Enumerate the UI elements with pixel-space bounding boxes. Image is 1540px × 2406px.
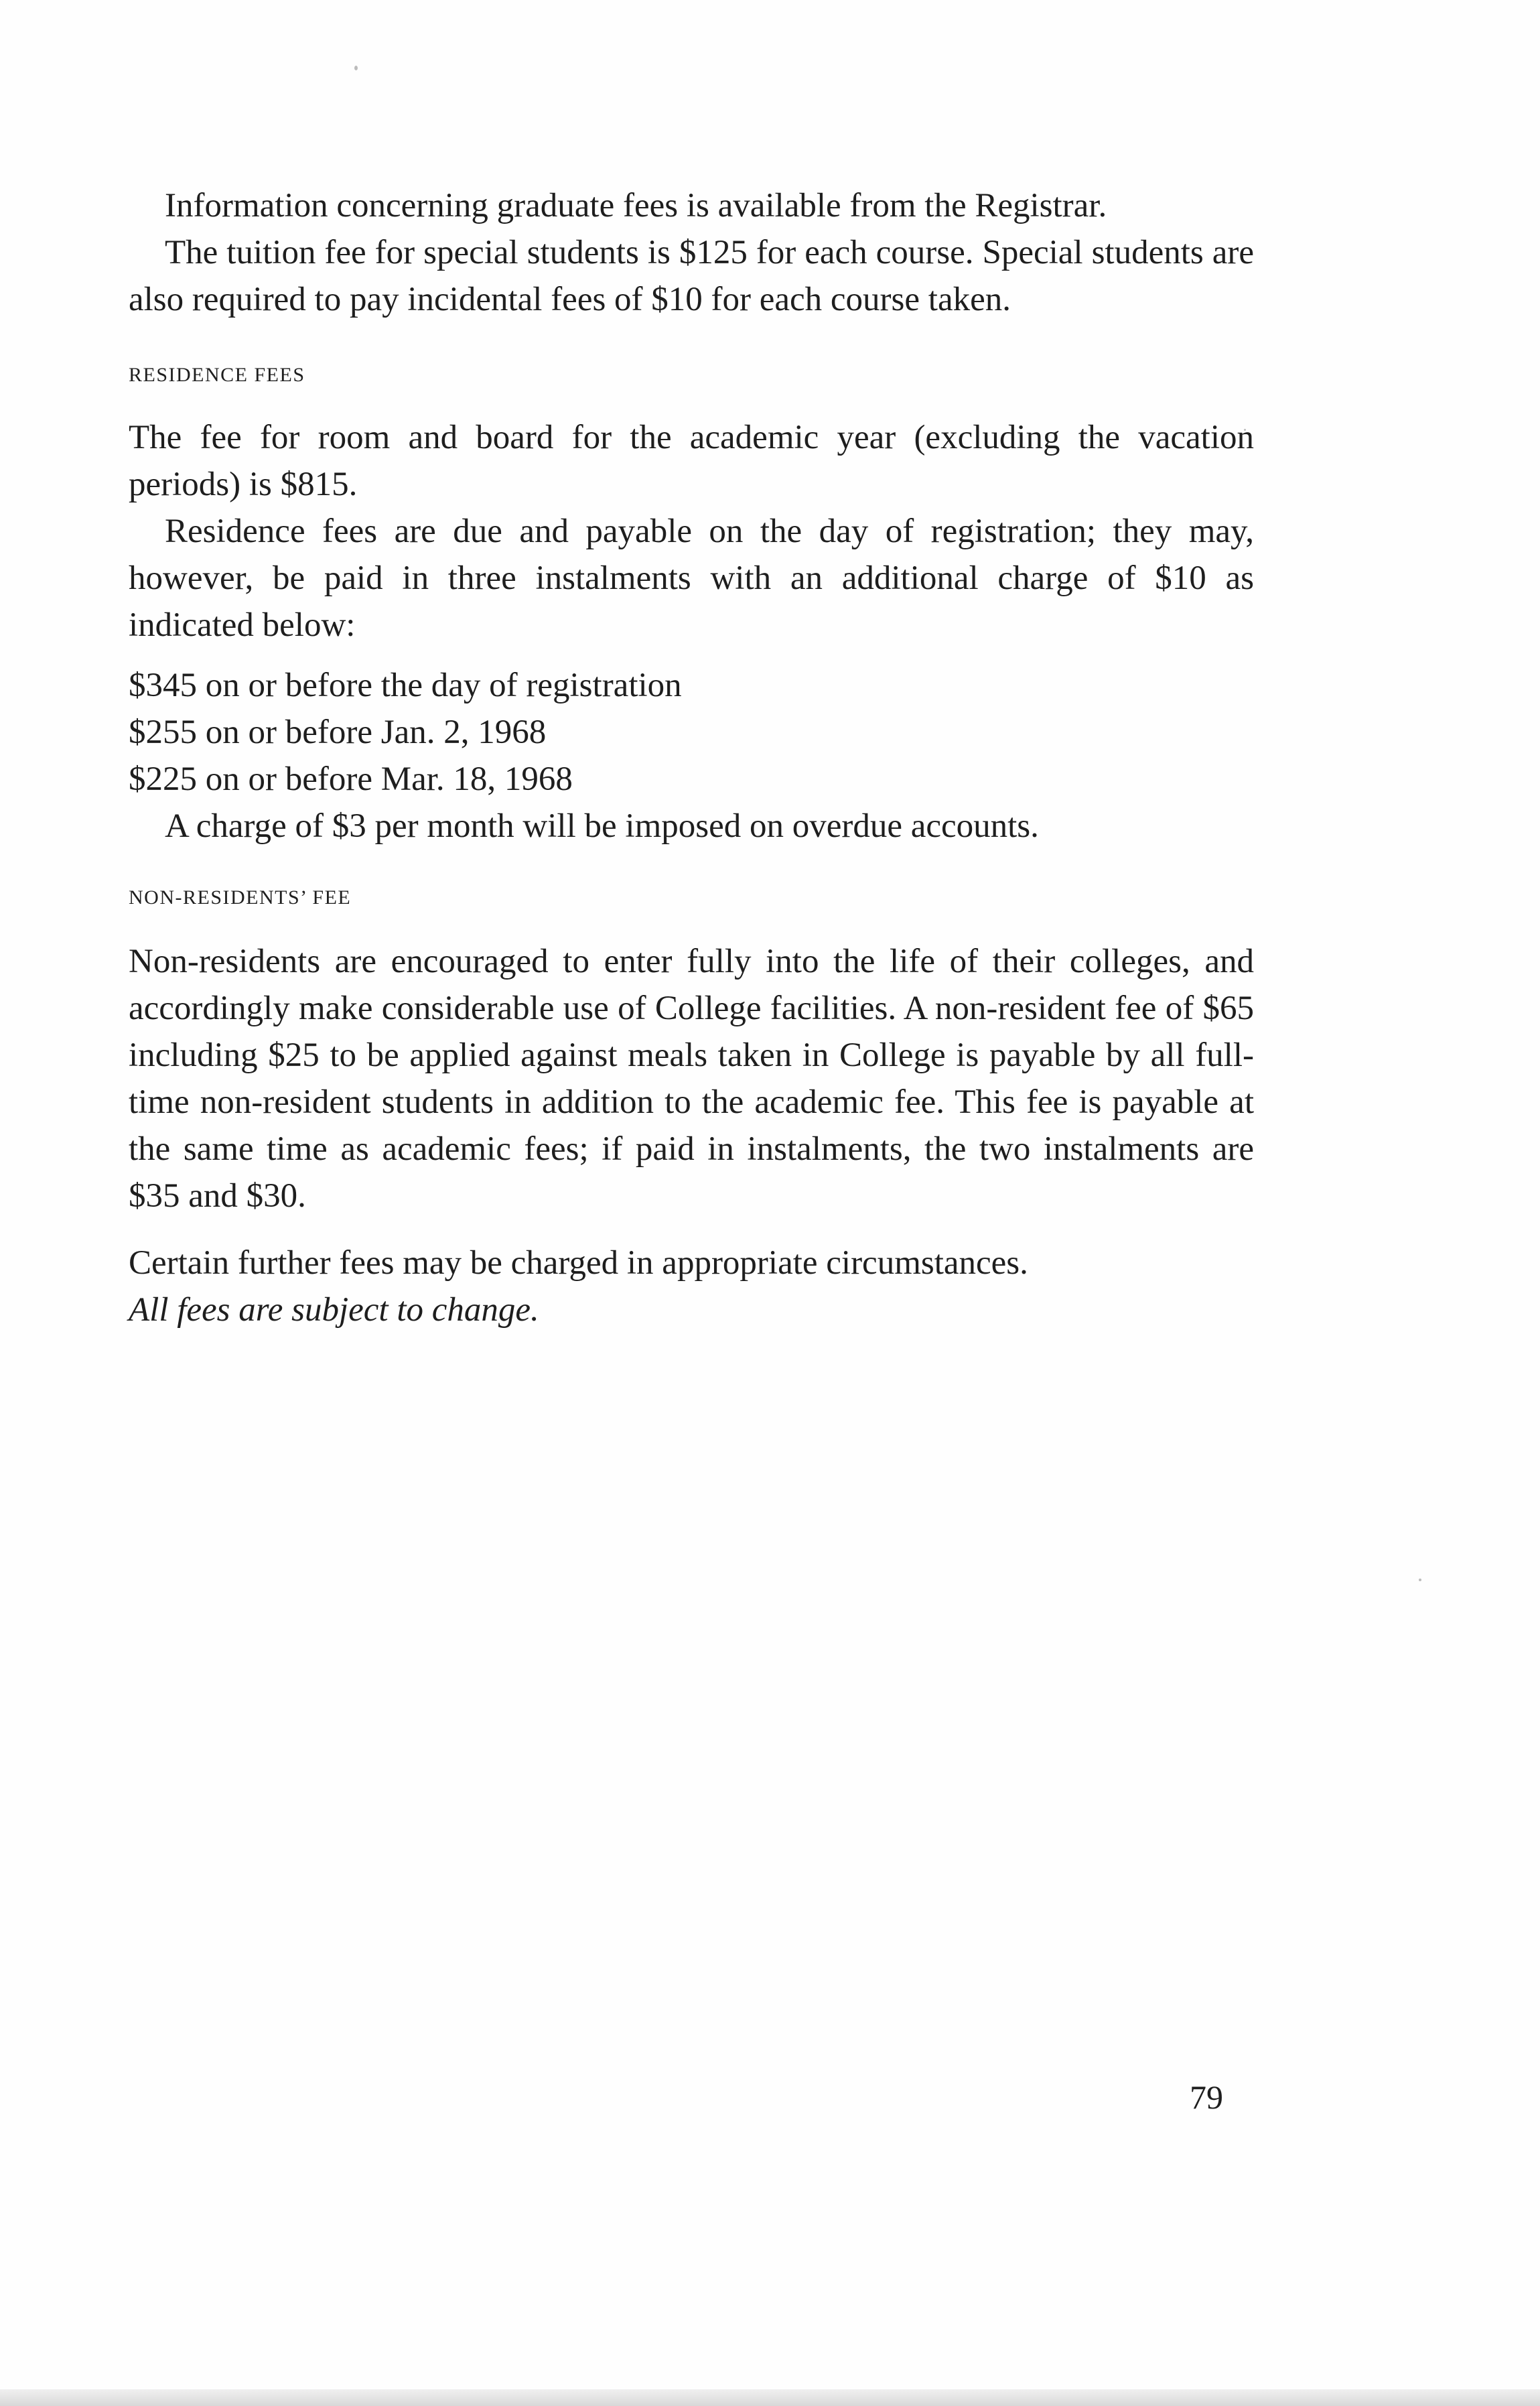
instalment-item: $345 on or before the day of registration: [129, 667, 682, 704]
text-block: [129, 182, 1254, 1333]
scan-bottom-edge: [0, 2389, 1540, 2406]
paper-speck: [354, 66, 358, 70]
non-residents-paragraph: Non-residents are encouraged to enter fully into the life of their colleges, and accordingly make considerable use of College facilities. A non-resident fee of $65 including $25 to be applied against meals taken in College is payable by all full-time non-resident students in addition to the academic fee. This fee is payable at the same time as academic fees; if paid in instalments, the two instalments are $35 and $30.: [129, 943, 1254, 1215]
graduate-fees-paragraph: Information concerning graduate fees is available from the Registrar.: [165, 187, 1107, 224]
paper-speck: [1419, 1579, 1421, 1581]
instalment-item: $255 on or before Jan. 2, 1968: [129, 714, 547, 751]
page-number: 79: [1190, 2078, 1223, 2116]
room-board-paragraph: The fee for room and board for the academic year (excluding the vacation periods) is $815.: [129, 419, 1254, 503]
overdue-note: A charge of $3 per month will be imposed on overdue accounts.: [165, 807, 1039, 845]
non-residents-heading: NON-RESIDENTS’ FEE: [129, 886, 352, 909]
subject-to-change-note: All fees are subject to change.: [129, 1291, 539, 1329]
further-fees-paragraph: Certain further fees may be charged in appropriate circumstances.: [129, 1244, 1028, 1282]
residence-fees-heading: RESIDENCE FEES: [129, 364, 305, 386]
instalment-list: [129, 662, 1254, 803]
residence-due-paragraph: Residence fees are due and payable on the day of registration; they may, however, be paid in three instalments with an additional charge of $10 as indicated below:: [129, 513, 1254, 644]
instalment-item: $225 on or before Mar. 18, 1968: [129, 760, 573, 798]
special-students-paragraph: The tuition fee for special students is $125 for each course. Special students are also required to pay incidental fees of $10 for each course taken.: [129, 234, 1254, 318]
